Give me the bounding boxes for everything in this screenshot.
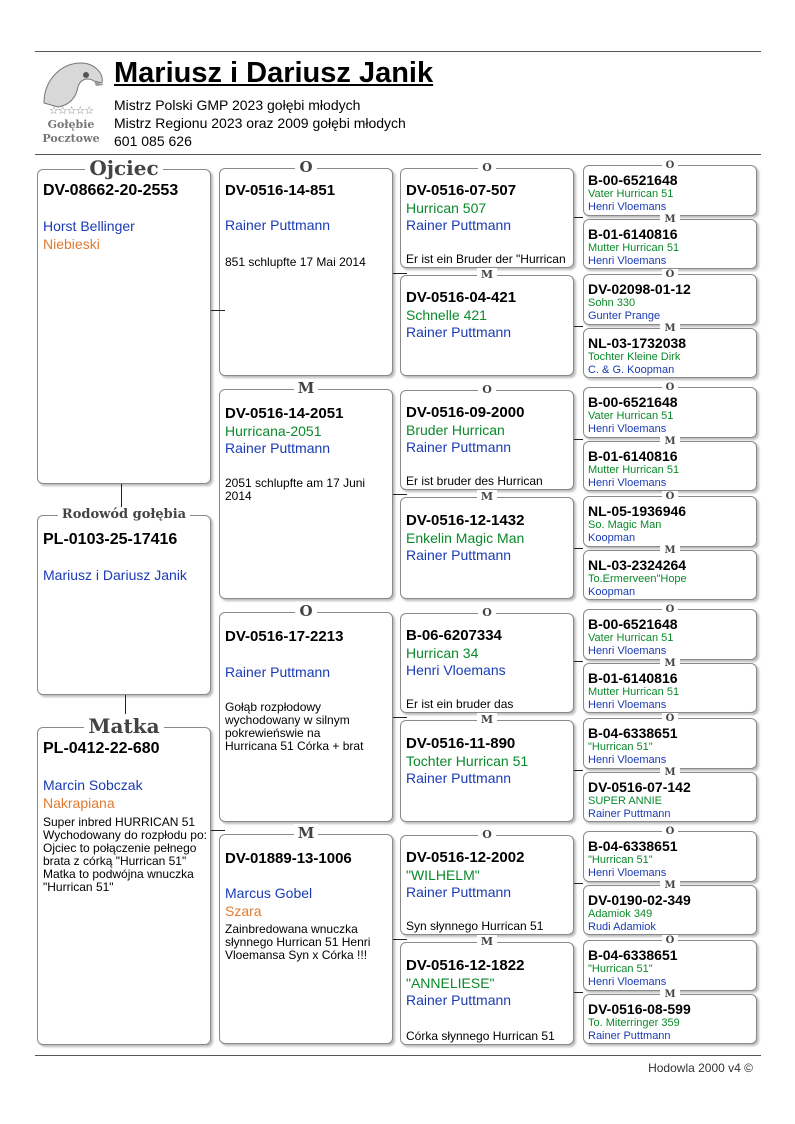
- card-ring: DV-02098-01-12: [588, 281, 691, 297]
- card-name: "Hurrican 51": [588, 854, 653, 866]
- card-name: "ANNELIESE": [406, 975, 495, 991]
- subject-owner: Mariusz i Dariusz Janik: [43, 567, 187, 583]
- card-ring: B-00-6521648: [588, 172, 678, 188]
- card-tab: O: [295, 602, 316, 620]
- card-name: "Hurrican 51": [588, 741, 653, 753]
- card-owner: Henri Vloemans: [588, 255, 667, 267]
- card-note: Er ist bruder des Hurrican: [406, 475, 543, 488]
- father-owner: Horst Bellinger: [43, 218, 135, 234]
- card-name: Tochter Kleine Dirk: [588, 351, 681, 363]
- card-ring: B-01-6140816: [588, 448, 678, 464]
- pedigree-card-gen3[interactable]: [400, 713, 574, 822]
- pedigree-card-gen2[interactable]: [219, 824, 393, 1044]
- card-name: Hurrican 507: [406, 200, 487, 216]
- card-name: Vater Hurrican 51: [588, 188, 674, 200]
- subject-tab: Rodowód gołębia: [58, 507, 190, 522]
- card-tab: O: [662, 713, 679, 724]
- card-owner: C. & G. Koopman: [588, 364, 675, 376]
- pigeon-logo: [36, 55, 106, 150]
- father-color: Niebieski: [43, 236, 100, 252]
- card-ring: B-04-6338651: [588, 725, 678, 741]
- card-owner: Henri Vloemans: [588, 867, 667, 879]
- card-name: Enkelin Magic Man: [406, 530, 525, 546]
- card-owner: Henri Vloemans: [588, 699, 667, 711]
- card-tab: M: [660, 767, 679, 778]
- pedigree-card-gen3[interactable]: [400, 606, 574, 713]
- card-tab: O: [478, 161, 496, 174]
- pedigree-card-gen4[interactable]: [583, 935, 757, 991]
- card-tab: M: [477, 268, 497, 281]
- card-name: SUPER ANNIE: [588, 795, 662, 807]
- header-line-1: Mistrz Polski GMP 2023 gołębi młodych: [114, 97, 361, 113]
- card-name: Mutter Hurrican 51: [588, 686, 680, 698]
- card-tab: O: [478, 383, 496, 396]
- pedigree-card-gen3[interactable]: [400, 490, 574, 599]
- card-ring: DV-0516-08-599: [588, 1001, 691, 1017]
- card-owner: Rainer Puttmann: [588, 808, 671, 820]
- card-name: Bruder Hurrican: [406, 422, 505, 438]
- pedigree-card-gen3[interactable]: [400, 268, 574, 376]
- connector-line: [574, 439, 583, 440]
- card-tab: M: [660, 436, 679, 447]
- pedigree-card-gen3[interactable]: [400, 828, 574, 935]
- connector-line: [393, 273, 407, 274]
- card-tab: M: [660, 545, 679, 556]
- logo-text-1: Gołębie: [47, 118, 95, 131]
- header-line-2: Mistrz Regionu 2023 oraz 2009 gołębi młodych: [114, 115, 406, 131]
- card-ring: B-04-6338651: [588, 947, 678, 963]
- page-title: Mariusz i Dariusz Janik: [114, 57, 434, 89]
- card-tab: O: [662, 160, 679, 171]
- card-owner: Rainer Puttmann: [406, 547, 512, 563]
- pedigree-card-gen4[interactable]: [583, 545, 757, 600]
- father-ring: DV-08662-20-2553: [43, 182, 179, 199]
- pedigree-card-gen4[interactable]: [583, 160, 757, 216]
- card-tab: O: [662, 604, 679, 615]
- connector-line: [574, 770, 583, 771]
- mother-note: Super inbred HURRICAN 51 Wychodowany do rozpłodu po: Ojciec to połączenie pełnego brata z córką "Hurrican 51" Matka to podwójna wnuczka "Hurrican 51": [43, 815, 207, 894]
- top-rule: [35, 51, 761, 52]
- card-color: Szara: [225, 903, 262, 919]
- card-tab: O: [295, 158, 316, 176]
- card-owner: Rainer Puttmann: [588, 1030, 671, 1042]
- card-name: Adamiok 349: [588, 908, 653, 920]
- father-card[interactable]: [37, 156, 211, 484]
- card-ring: NL-03-2324264: [588, 557, 687, 573]
- pedigree-card-gen3[interactable]: [400, 935, 574, 1045]
- card-name: Vater Hurrican 51: [588, 632, 674, 644]
- footer-rule: [35, 1055, 761, 1056]
- card-owner: Rainer Puttmann: [406, 324, 512, 340]
- pedigree-card-gen4[interactable]: [583, 880, 757, 935]
- card-tab: O: [662, 935, 679, 946]
- card-ring: B-00-6521648: [588, 394, 678, 410]
- card-owner: Rainer Puttmann: [406, 884, 512, 900]
- pedigree-card-gen3[interactable]: [400, 383, 574, 490]
- card-ring: B-00-6521648: [588, 616, 678, 632]
- card-note: Syn słynnego Hurrican 51: [406, 920, 544, 933]
- mother-color: Nakrapiana: [43, 795, 115, 811]
- header-line-3: 601 085 626: [114, 133, 192, 149]
- card-name: To.Ermerveen"Hope: [588, 573, 687, 585]
- card-tab: M: [294, 379, 319, 397]
- connector-line: [211, 310, 225, 311]
- card-owner: Henri Vloemans: [588, 976, 667, 988]
- card-tab: M: [660, 214, 679, 225]
- card-tab: O: [662, 491, 679, 502]
- pedigree-card-gen4[interactable]: [583, 658, 757, 713]
- header-rule: [35, 154, 761, 155]
- mother-tab: Matka: [84, 714, 163, 738]
- card-tab: M: [660, 658, 679, 669]
- mother-owner: Marcin Sobczak: [43, 777, 143, 793]
- card-ring: B-01-6140816: [588, 226, 678, 242]
- card-name: Tochter Hurrican 51: [406, 753, 529, 769]
- card-name: To. Miterringer 359: [588, 1017, 680, 1029]
- card-name: Mutter Hurrican 51: [588, 464, 680, 476]
- card-ring: DV-0516-04-421: [406, 289, 517, 306]
- connector-line: [574, 326, 583, 327]
- card-owner: Henri Vloemans: [588, 423, 667, 435]
- card-owner: Henri Vloemans: [588, 645, 667, 657]
- card-name: Hurricana-2051: [225, 423, 322, 439]
- card-ring: B-01-6140816: [588, 670, 678, 686]
- card-note: Zainbredowana wnuczka słynnego Hurrican 51 Henri Vloemansa Syn x Córka !!!: [225, 922, 371, 962]
- card-tab: M: [477, 713, 497, 726]
- card-tab: O: [662, 826, 679, 837]
- card-owner: Rainer Puttmann: [406, 770, 512, 786]
- connector-line: [574, 548, 583, 549]
- card-ring: DV-0516-17-2213: [225, 628, 344, 645]
- card-owner: Henri Vloemans: [588, 201, 667, 213]
- card-tab: M: [477, 490, 497, 503]
- card-name: Sohn 330: [588, 297, 636, 309]
- card-name: "Hurrican 51": [588, 963, 653, 975]
- card-ring: DV-0516-07-142: [588, 779, 691, 795]
- card-note: Gołąb rozpłodowy wychodowany w silnym pokrewieńswie na Hurricana 51 Córka + brat: [225, 700, 364, 753]
- mother-card[interactable]: [37, 714, 211, 1045]
- pedigree-card-gen4[interactable]: [583, 323, 757, 378]
- card-owner: Rainer Puttmann: [406, 439, 512, 455]
- pedigree-card-gen4[interactable]: [583, 826, 757, 882]
- card-name: Vater Hurrican 51: [588, 410, 674, 422]
- subject-ring: PL-0103-25-17416: [43, 531, 178, 548]
- pedigree-card-gen4[interactable]: [583, 604, 757, 660]
- footer-credit: Hodowla 2000 v4 ©: [648, 1061, 753, 1075]
- pedigree-card-gen4[interactable]: [583, 713, 757, 769]
- card-ring: DV-0516-11-890: [406, 735, 516, 752]
- card-name: Schnelle 421: [406, 307, 487, 323]
- connector-line: [393, 717, 407, 718]
- pedigree-card-gen4[interactable]: [583, 436, 757, 491]
- card-tab: M: [660, 989, 679, 1000]
- pedigree-card-gen4[interactable]: [583, 382, 757, 438]
- card-name: Hurrican 34: [406, 645, 479, 661]
- pedigree-card-gen2[interactable]: [219, 379, 393, 599]
- card-note: Córka słynnego Hurrican 51: [406, 1030, 555, 1043]
- connector-line: [574, 992, 583, 993]
- card-tab: O: [662, 269, 679, 280]
- card-ring: DV-0516-14-851: [225, 182, 336, 199]
- card-owner: Henri Vloemans: [588, 477, 667, 489]
- connector-line: [393, 939, 407, 940]
- card-ring: DV-0516-07-507: [406, 182, 517, 199]
- pedigree-card-gen4[interactable]: [583, 767, 757, 822]
- card-ring: DV-01889-13-1006: [225, 850, 352, 867]
- card-ring: DV-0516-12-1432: [406, 512, 525, 529]
- card-ring: B-04-6338651: [588, 838, 678, 854]
- card-ring: DV-0516-12-2002: [406, 849, 525, 866]
- connector-line: [574, 883, 583, 884]
- card-tab: M: [477, 935, 497, 948]
- card-owner: Henri Vloemans: [406, 662, 506, 678]
- logo-text-2: Pocztowe: [42, 132, 100, 145]
- card-ring: DV-0516-14-2051: [225, 405, 344, 422]
- card-tab: O: [478, 828, 496, 841]
- card-owner: Rainer Puttmann: [225, 664, 331, 680]
- card-name: "WILHELM": [406, 867, 480, 883]
- pedigree-card-gen4[interactable]: [583, 989, 757, 1044]
- connector-line: [574, 217, 583, 218]
- card-owner: Koopman: [588, 532, 636, 544]
- card-tab: O: [662, 382, 679, 393]
- card-tab: M: [660, 880, 679, 891]
- card-note: Er ist ein Bruder der "Hurrican: [406, 253, 566, 266]
- pedigree-card-gen4[interactable]: [583, 214, 757, 269]
- card-owner: Henri Vloemans: [588, 754, 667, 766]
- card-ring: NL-05-1936946: [588, 503, 687, 519]
- card-owner: Rainer Puttmann: [225, 440, 331, 456]
- connector-line: [574, 661, 583, 662]
- connector-line: [211, 830, 225, 831]
- pedigree-card-gen2[interactable]: [219, 158, 393, 376]
- card-tab: M: [294, 824, 319, 842]
- connector-line: [393, 494, 407, 495]
- card-name: So. Magic Man: [588, 519, 662, 531]
- card-ring: DV-0516-09-2000: [406, 404, 525, 421]
- pedigree-card-gen4[interactable]: [583, 491, 757, 547]
- logo-stars: ☆☆☆☆☆: [48, 105, 94, 117]
- card-owner: Koopman: [588, 586, 636, 598]
- card-owner: Gunter Prange: [588, 310, 661, 322]
- card-ring: B-06-6207334: [406, 627, 502, 644]
- card-owner: Rainer Puttmann: [406, 992, 512, 1008]
- mother-ring: PL-0412-22-680: [43, 740, 160, 757]
- subject-card[interactable]: [37, 507, 211, 695]
- card-ring: DV-0190-02-349: [588, 892, 691, 908]
- pedigree-card-gen2[interactable]: [219, 602, 393, 822]
- card-tab: O: [478, 606, 496, 619]
- card-name: Mutter Hurrican 51: [588, 242, 680, 254]
- pedigree-card-gen4[interactable]: [583, 269, 757, 325]
- card-owner: Rainer Puttmann: [406, 217, 512, 233]
- pedigree-card-gen3[interactable]: [400, 161, 574, 268]
- card-owner: Marcus Gobel: [225, 885, 313, 901]
- card-owner: Rudi Adamiok: [588, 921, 656, 933]
- father-tab: Ojciec: [85, 156, 162, 180]
- card-ring: NL-03-1732038: [588, 335, 687, 351]
- card-note: 851 schlupfte 17 Mai 2014: [225, 255, 366, 269]
- card-ring: DV-0516-12-1822: [406, 957, 525, 974]
- card-note: Er ist ein bruder das: [406, 698, 514, 711]
- card-note: 2051 schlupfte am 17 Juni 2014: [225, 476, 366, 503]
- card-tab: M: [660, 323, 679, 334]
- card-owner: Rainer Puttmann: [225, 217, 331, 233]
